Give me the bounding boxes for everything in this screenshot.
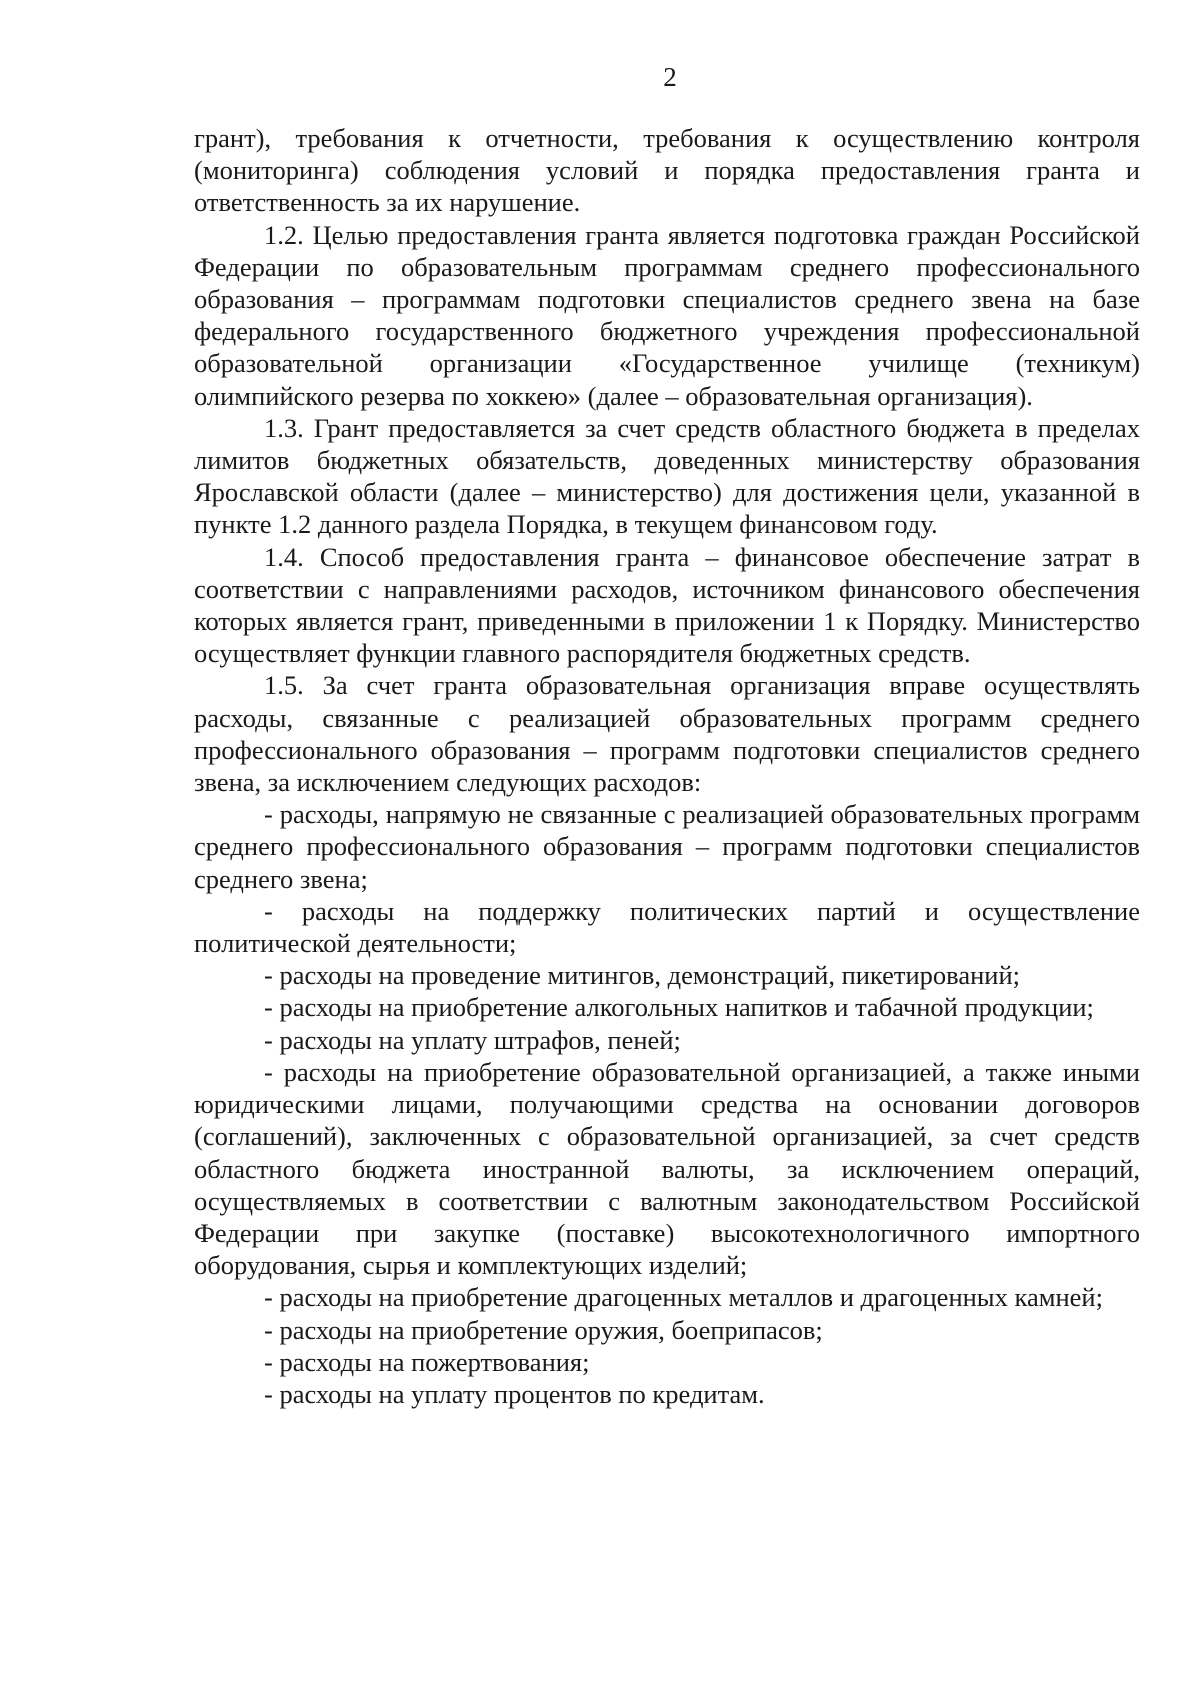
list-item-loan-interest-expenses: - расходы на уплату процентов по кредитам. [264,1378,765,1409]
page-number: 2 [663,62,677,92]
list-item-fines-expenses: - расходы на уплату штрафов, пеней; [264,1024,681,1055]
paragraph-1-3: 1.3. Грант предоставляется за счет средств областного бюджета в пределах лимитов бюджетных обязательств, доведенных министерству образования Ярославской области (далее – министерство) для достижения цели, указанной в пункте 1.2 данного раздела Порядка, в текущем финансовом году. [194,412,1140,540]
paragraph-1-4: 1.4. Способ предоставления гранта – финансовое обеспечение затрат в соответствии с направлениями расходов, источником финансового обеспечения которых является грант, приведенными в приложении 1 к Порядку. Министерство осуществляет функции главного распорядителя бюджетных средств. [194,541,1140,669]
list-item-weapons-expenses: - расходы на приобретение оружия, боеприпасов; [264,1314,823,1345]
list-item-rallies-expenses: - расходы на проведение митингов, демонстраций, пикетирований; [264,960,1021,991]
list-item-alcohol-tobacco-expenses: - расходы на приобретение алкогольных напитков и табачной продукции; [264,992,1094,1023]
list-item-political-expenses: - расходы на поддержку политических партий и осуществление политической деятельности; [194,895,1140,959]
list-item-not-related-expenses: - расходы, напрямую не связанные с реализацией образовательных программ среднего профессионального образования – программ подготовки специалистов среднего звена; [194,799,1140,894]
list-item-foreign-currency-expenses: - расходы на приобретение образовательной организацией, а также иными юридическими лицами, получающими средства на основании договоров (соглашений), заключенных с образовательной организацией, за счет средств областного бюджета иностранной валюты, за исключением операций, осуществляемых в соответствии с валютным законодательством Российской Федерации при закупке (поставке) высокотехнологичного импортного оборудования, сырья и комплектующих изделий; [194,1056,1140,1281]
paragraph-1-2: 1.2. Целью предоставления гранта является подготовка граждан Российской Федерации по образовательным программам среднего профессионального образования – программам подготовки специалистов среднего звена на базе федерального государственного бюджетного учреждения профессиональной образовательной организации «Государственное училище (техникум) олимпийского резерва по хоккею» (далее – образовательная организация). [194,219,1140,411]
list-item-donations-expenses: - расходы на пожертвования; [264,1346,590,1377]
paragraph-1-5: 1.5. За счет гранта образовательная организация вправе осуществлять расходы, связанные с реализацией образовательных программ среднего профессионального образования – программ подготовки специалистов среднего звена, за исключением следующих расходов: [194,670,1140,798]
paragraph-intro-continuation: грант), требования к отчетности, требования к осуществлению контроля (мониторинга) соблюдения условий и порядка предоставления гранта и ответственность за их нарушение. [194,123,1140,218]
list-item-precious-metals-expenses: - расходы на приобретение драгоценных металлов и драгоценных камней; [264,1282,1103,1313]
document-body [194,122,1140,1410]
